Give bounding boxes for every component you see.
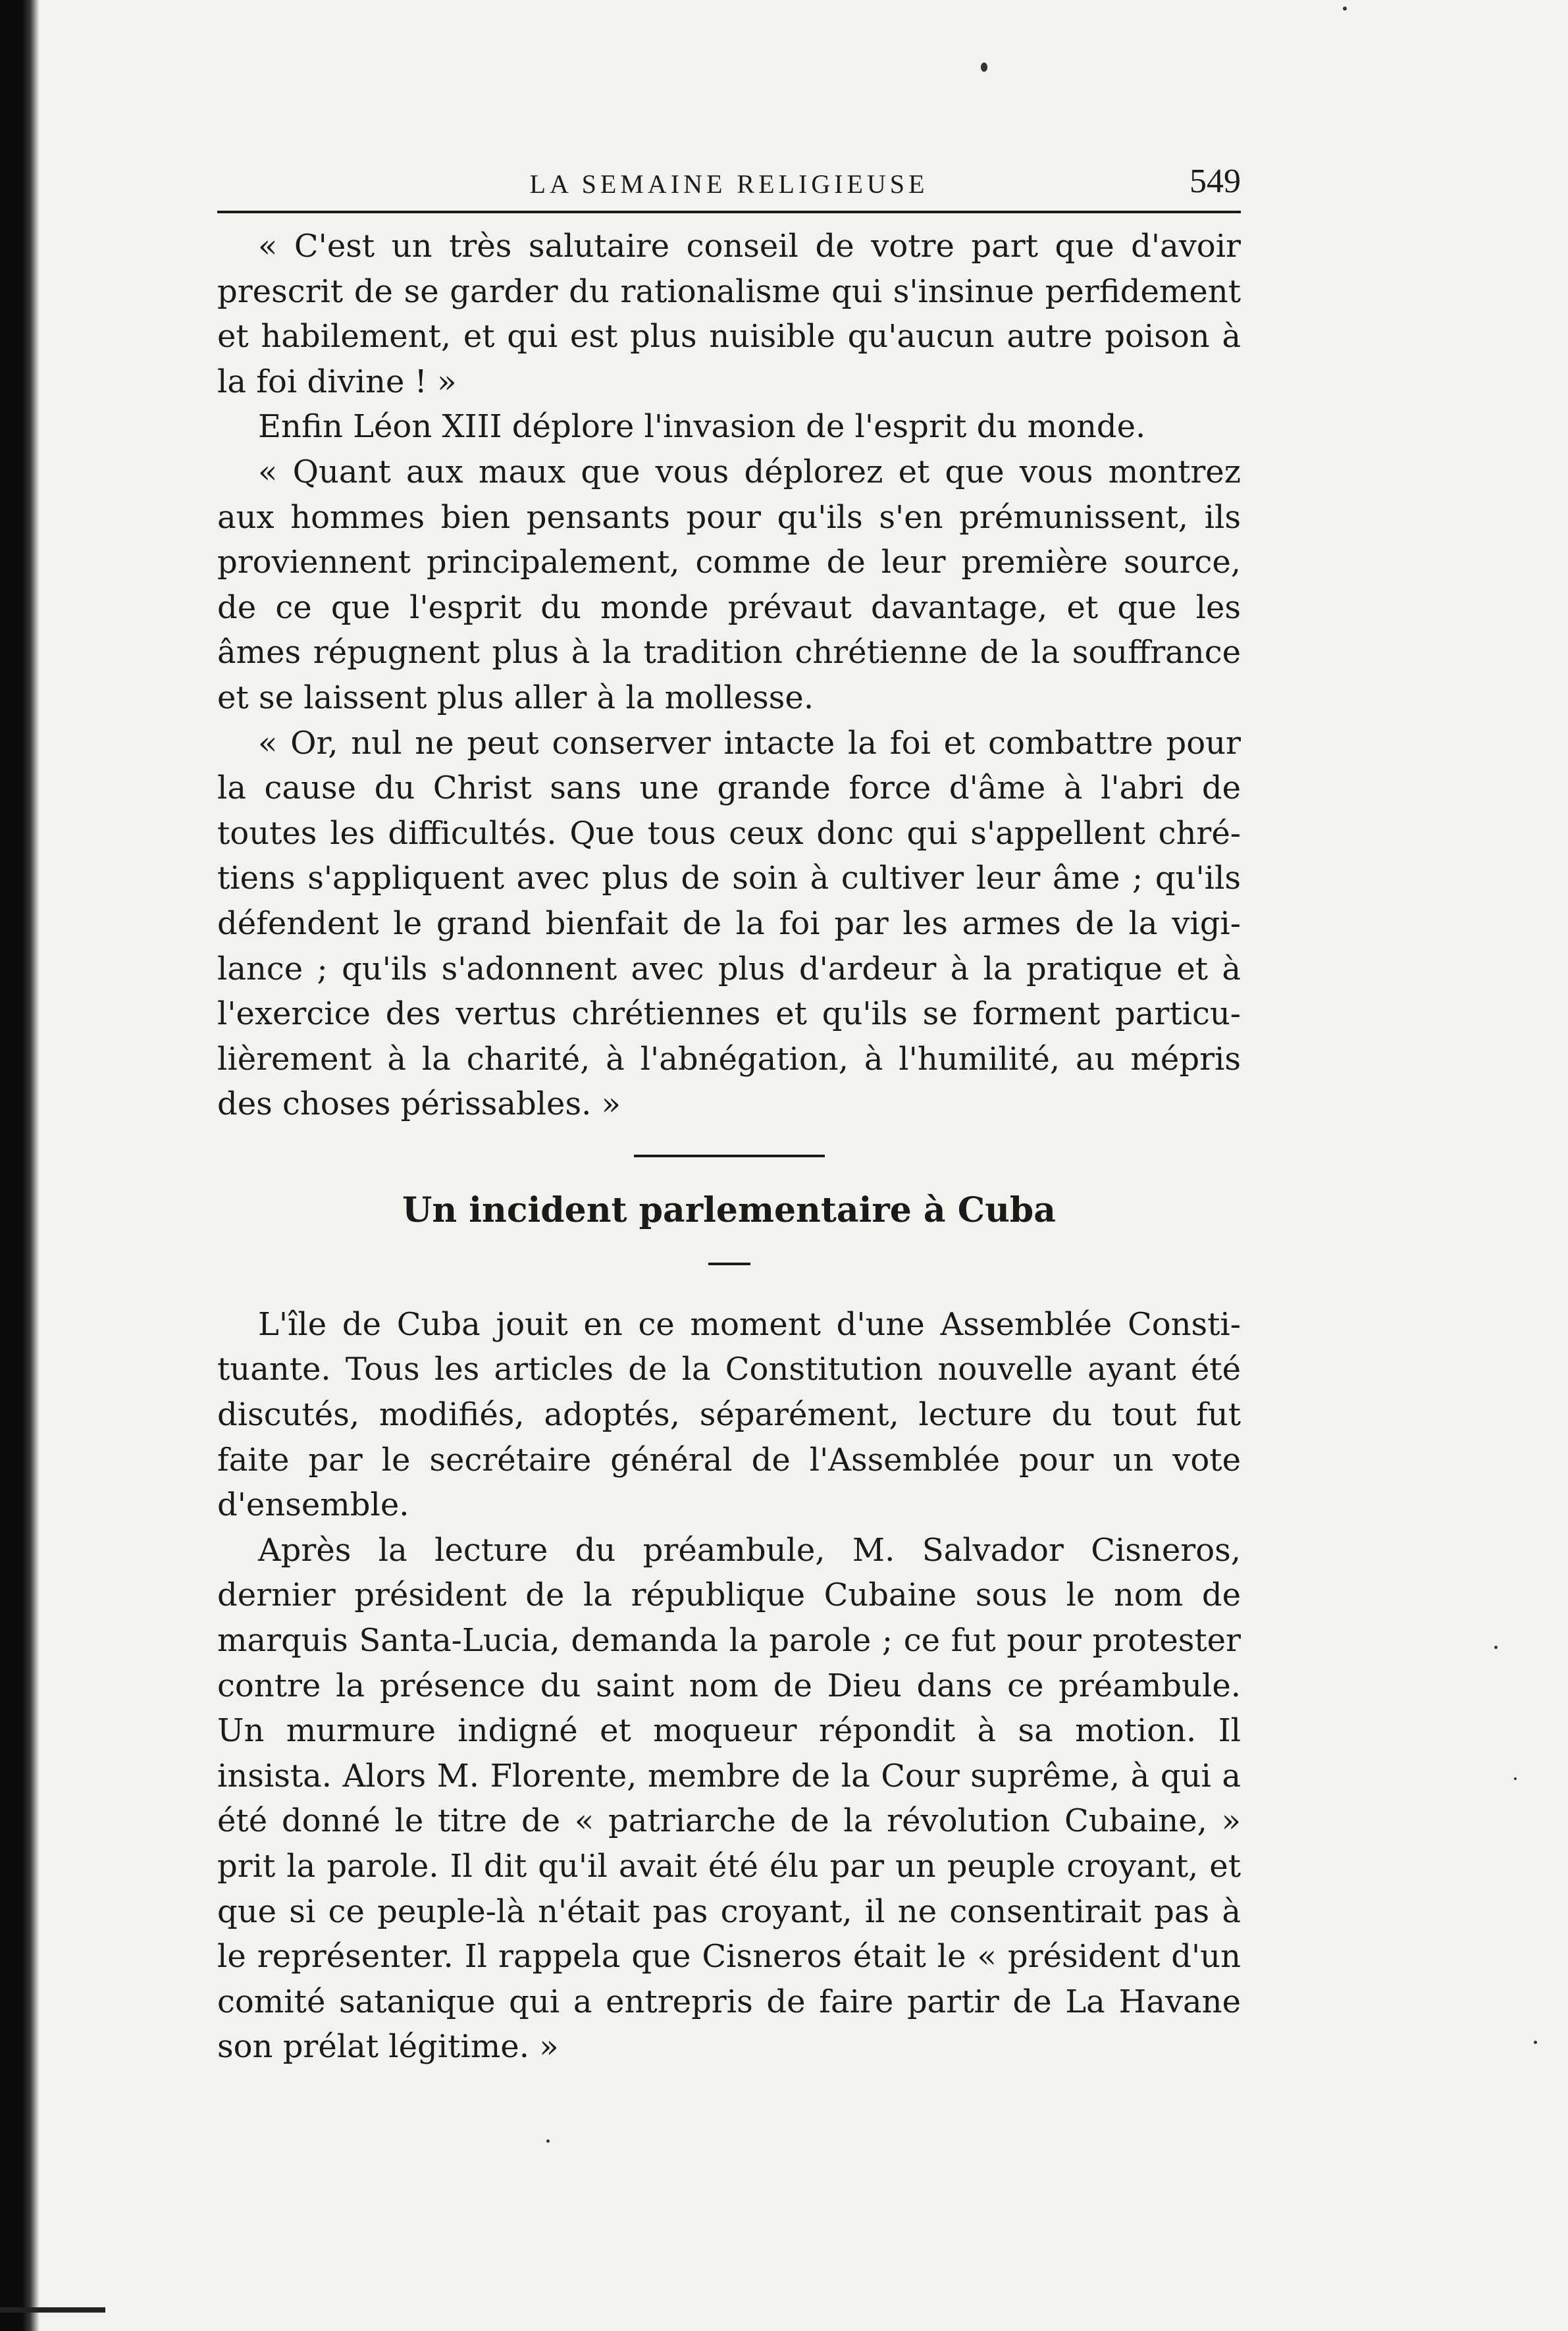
- paragraph: Après la lecture du préambule, M. Salvador Cisneros, dernier président de la république Cubaine sous le nom de marquis Santa-Lucia, demanda la parole ; ce fut pour protester contre la présence du saint nom de Dieu dans ce préambule. Un murmure indigné et moqueur répondit à sa motion. Il insista. Alors M. Florente, membre de la Cour suprême, à qui a été donné le titre de « patriarche de la révolution Cubaine, » prit la parole. Il dit qu'il avait été élu par un peuple croyant, et que si ce peuple-là n'était pas croyant, il ne consentirait pas à le représenter. Il rappela que Cisneros était le « président d'un comité satanique qui a entrepris de faire partir de La Havane son prélat légitime. »: [217, 1531, 1241, 2066]
- paragraph: « Or, nul ne peut conserver intacte la foi et combattre pour la cause du Christ sans une grande force d'âme à l'abri de toutes les difficultés. Que tous ceux donc qui s'appellent chrétiens s'appliquent avec plus de soin à cultiver leur âme ; qu'ils défendent le grand bienfait de la foi par les armes de la vigilance ; qu'ils s'adonnent avec plus d'ardeur à la pratique et à l'exercice des vertus chrétiennes et qu'ils se forment particulièrement à la charité, à l'abnégation, à l'humilité, au mépris des choses périssables. »: [217, 724, 1241, 1123]
- book-page: [217, 158, 1241, 2070]
- paragraph: « Quant aux maux que vous déplorez et que vous montrez aux hommes bien pensants pour qu'ils s'en prémunissent, ils proviennent principalement, comme de leur première source, de ce que l'esprit du monde prévaut davantage, et que les âmes répugnent plus à la tradition chrétienne de la souffrance et se laissent plus aller à la mollesse.: [217, 453, 1241, 716]
- paragraph: L'île de Cuba jouit en ce moment d'une Assemblée Constituante. Tous les articles de la Constitution nouvelle ayant été discutés, modifiés, adoptés, séparément, lecture du tout fut faite par le secrétaire général de l'Assemblée pour un vote d'ensemble.: [217, 1305, 1241, 1524]
- page-number: 549: [1189, 163, 1241, 200]
- scan-speck: [1494, 1646, 1498, 1649]
- scan-speck: [981, 63, 987, 72]
- binding-edge-foot: [0, 2307, 105, 2313]
- paragraph: « C'est un très salutaire conseil de votre part que d'avoir prescrit de se garder du rationalisme qui s'insinue perfidement et habilement, et qui est plus nuisible qu'aucun autre poison à la foi divine ! »: [217, 228, 1241, 400]
- body-text: [217, 224, 1241, 1127]
- section-body-text: [217, 1302, 1241, 2070]
- scan-speck: [1514, 1777, 1517, 1780]
- running-title: LA SEMAINE RELIGIEUSE: [529, 169, 929, 199]
- scan-speck: [546, 2139, 550, 2143]
- section-title: Un incident parlementaire à Cuba: [402, 1190, 1056, 1230]
- book-binding-edge: [0, 0, 39, 2331]
- paragraph: Enfin Léon XIII déplore l'invasion de l'esprit du monde.: [258, 408, 1146, 446]
- scan-speck: [1534, 2041, 1537, 2044]
- scan-speck: [1343, 7, 1347, 11]
- title-dash: [708, 1263, 750, 1265]
- header-rule: [217, 211, 1241, 213]
- running-head: [217, 158, 1241, 211]
- section-separator-rule: [634, 1155, 825, 1157]
